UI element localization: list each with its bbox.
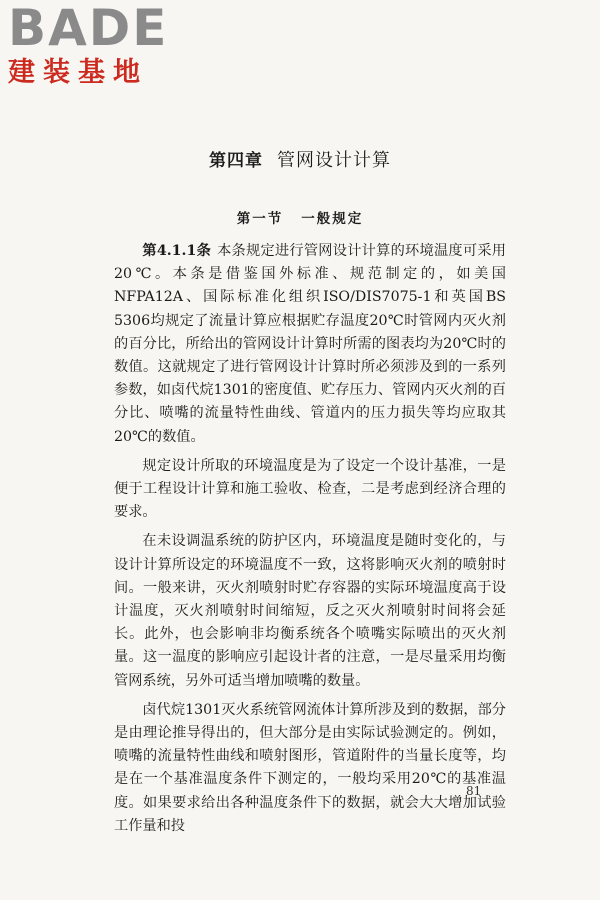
chapter-heading	[0, 146, 600, 172]
logo-brand: BADE	[8, 0, 169, 57]
chapter-number: 第四章	[209, 151, 263, 171]
page-number: 81	[466, 784, 482, 798]
logo	[8, 0, 168, 88]
body-text	[114, 240, 506, 844]
paragraph	[114, 240, 506, 449]
article-label: 第4.1.1条	[142, 243, 212, 259]
paragraph: 卤代烷1301灭火系统管网流体计算所涉及到的数据，部分是由理论推导得出的，但大部分是由实际试验测定的。例如，喷嘴的流量特性曲线和喷射图形，管道附件的当量长度等，均是在一个基准温度条件下测定的，一般均采用20℃的基准温度。如果要求给出各种温度条件下的数据，就会大大增加试验工作量和投	[114, 701, 506, 834]
paragraph: 规定设计所取的环境温度是为了设定一个设计基准，一是便于工程设计计算和施工验收、检查，二是考虑到经济合理的要求。	[114, 457, 506, 521]
section-number: 第一节	[236, 211, 284, 227]
paragraph-text: 本条规定进行管网设计计算的环境温度可采用20℃。本条是借鉴国外标准、规范制定的，如美国NFPA12A、国际标准化组织ISO/DIS7075-1和英国BS 5306均规定了流量计算应根据贮存温度20℃时管网内灭火剂的百分比，所给出的管网设计计算时所需的图表均为20℃时的数值。这就规定了进行管网设计计算时所必须涉及到的一系列参数，如卤代烷1301的密度值、贮存压力、管网内灭火剂的百分比、喷嘴的流量特性曲线、管道内的压力损失等均应取其20℃的数值。	[114, 243, 506, 445]
section-name: 一般规定	[301, 211, 364, 227]
chapter-name: 管网设计计算	[277, 150, 391, 171]
logo-subtitle: 建装基地	[8, 57, 148, 88]
paragraph: 在未设调温系统的防护区内，环境温度是随时变化的，与设计计算所设定的环境温度不一致，这将影响灭火剂的喷射时间。一般来讲，灭火剂喷射时贮存容器的实际环境温度高于设计温度，灭火剂喷射时间缩短，反之灭火剂喷射时间将会延长。此外，也会影响非均衡系统各个喷嘴实际喷出的灭火剂量。这一温度的影响应引起设计者的注意，一是尽量采用均衡管网系统，另外可适当增加喷嘴的数量。	[114, 533, 506, 689]
section-heading	[0, 207, 600, 227]
